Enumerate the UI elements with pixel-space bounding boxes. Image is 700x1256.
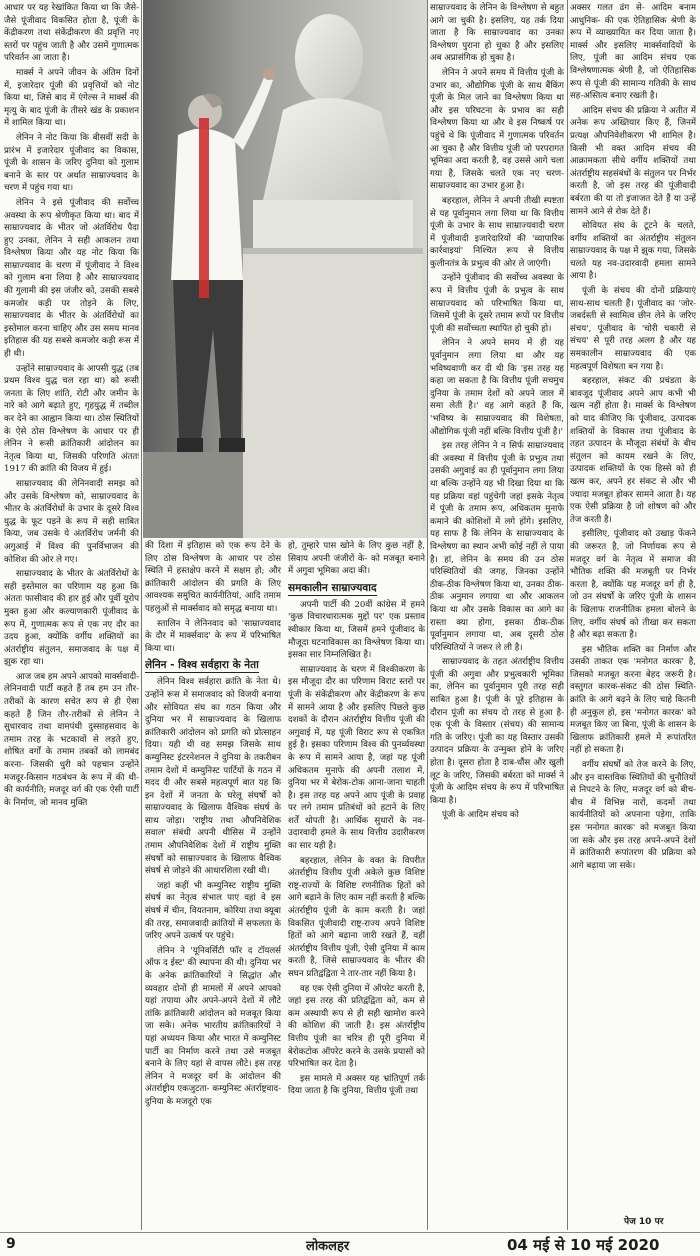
article-column-3 [288,540,425,1230]
paragraph: आज जब हम अपने आपको मार्क्सवादी-लेनिनवादी पार्टी कहते हैं तब हम उन तौर-तरीकों के कारण सचेत रूप से ही ऐसा कहते हैं जिन तौर-तरीकों से लेनिन ने सुधारवाद तथा वामपंथी दुस्साहसवाद के तमाम तरह के भटकावों से लड़ते हुए, शोषित वर्गों के तमाम तबकों को लामबंद करना- जिसकी धुरी को पहचान उन्होंने मजदूर-किसान गठबंधन के रूप में की थी- की कार्यनीति; मजदूर वर्ग की एक ऐसी पार्टी के निर्माण, जो मानव मुक्ति [4,671,139,808]
paragraph: स्तालिन ने लेनिनवाद को 'साम्राज्यवाद के दौर में मार्क्सवाद' के रूप में परिभाषित किया था। [145,618,281,654]
section-heading [145,659,281,673]
paragraph: हो, तुम्हारे पास खोने के लिए कुछ नहीं है, सिवाय अपनी जंजीरों के- को मजबूत बनाने में अगुवा भूमिका अदा की। [288,541,425,577]
column-divider [427,0,428,1230]
paragraph: इसीलिए, पूंजीवाद को उखाड़ फेंकने की जरूरत है, जो निर्णायक रूप से मजदूर वर्ग के नेतृत्व में समाज की भौतिक शक्ति की मजबूती पर निर्भर करता है, क्योंकि यह मजदूर वर्ग ही है, जो उन संघर्षों के जरिए पूंजी के शासन के खिलाफ राजनीतिक हमला बोलने के लिए, वर्गीय संघर्ष को तीखा कर सकता है और बढ़ा सकता है। [570,529,696,641]
article-column-1 [4,2,139,1230]
photo-lenin-bust [143,0,428,538]
paragraph: उन्होंने साम्राज्यवाद के आपसी युद्ध (तब प्रथम विश्व युद्ध चल रहा था) को रूसी जनता के लिए शांति, रोटी और जमीन के नारे को आगे बढ़ाते हुए, गृहयुद्ध में तब्दील कर देने का आह्वान किया था। ठोस स्थितियों के ऐसे ठोस विश्लेषण के आधार पर ही लेनिन ने रूसी क्रांतिकारी आंदोलन का नेतृत्व किया था, जिसकी परिणति अंततः 1917 की क्रांति की विजय में हुई। [4,363,139,475]
column-divider [567,0,568,1230]
article-column-4 [430,2,564,1230]
paragraph: पूंजी के संचय की दोनों प्रक्रियाएं साथ-साथ चलती हैं। पूंजीवाद का 'जोर-जबर्दस्ती से स्वामित्व छीन लेने के जरिए संचय', पूंजीवाद के 'चोरी चकारी से संचय' से पूरी तरह अलग है और यह समकालीन साम्राज्यवाद की एक महत्वपूर्ण विशेषता बन गया है। [570,286,696,372]
newspaper-name: लोकलहर [306,1239,350,1254]
article-column-2 [145,540,281,1230]
paragraph: साम्राज्यवाद के चरण में विश्कीकरण के इस मौजूदा दौर का परिणाम विराट स्तरों पर पूंजी के संकेंद्रीकरण और केंद्रीकरण के रूप में सामने आया है और इसलिए पिछले कुछ दशकों के दौरान अंतर्राष्ट्रीय वित्तीय पूंजी की अगुवाई में, यह पूंजी विराट रूप से एकत्रित हुई है। इसका परिणाम विश्व की पुनर्व्यवस्था के रूप में सामने आया है, जहां यह पूंजी अधिकतम मुनाफे की अपनी तलाश में, दुनिया भर में बेरोक-टोक आना-जाना चाहती है। इस तरह यह अपने आप पूंजी के प्रवाह पर लगे तमाम प्रतिबंधों को हटाने के लिए शर्तें थोपती है। आर्थिक सुधारों के नव-उदारवादी हमले के साथ वित्तीय उदारीकरण का सार यही है। [288,664,425,852]
paragraph: अक्सर गलत ढंग से- आदिम बनाम आधुनिक- की एक ऐतिहासिक श्रेणी के रूप में व्याख्यायित कर दिया जाता है। मार्क्स और इसलिए मार्क्सवादियों के लिए, पूंजी का आदिम संचय एक विश्लेषणात्मक श्रेणी है, जो ऐतिहासिक रूप से पूंजी की सामान्य गतिकी के साथ सह-अस्तित्व बनाए रखती है। [570,3,696,102]
paragraph: लेनिन ने अपने समय में वित्तीय पूंजी के उभार का, औद्योगिक पूंजी के साथ बैंकिंग पूंजी के मिल जाने का विश्लेषण किया था और इस परिघटना के प्रभाव का सही विश्लेषण किया था और वे इस निष्कर्ष पर पहुंचे थे कि पूंजीवाद में गुणात्मक परिवर्तन आ चुका है और वित्तीय पूंजी जो परपरागत भूमिका अदा करती है, वह उससे आगे चला गया है, जिसके चलते एक नए चरण-साम्राज्यवाद का उभार हुआ है। [430,67,564,192]
page-footer [0,1232,700,1256]
paragraph: साम्राज्यवाद के लेनिन के विश्लेषण से बहुत आगे जा चुकी है। इसलिए, यह तर्क दिया जाता है कि साम्राज्यवाद का उनका विश्लेषण पुराना हो चुका है और इसलिए अब अप्रासंगिक हो चुका है। [430,3,564,64]
paragraph: साम्राज्यवाद की लेनिनवादी समझ को और उसके विश्लेषण को, साम्राज्यवाद के भीतर के अंतर्विरोधों के उभार के दूसरे विश्व युद्ध के फूट पड़ने के रूप में सही साबित किया, जब उसके ये अंतर्विरोध जर्मनी की अगुआई में विश्व की पुनर्विभाजन की कोशिश की ओर ले गए। [4,478,139,565]
paragraph: जहां कहीं भी कम्युनिस्ट राष्ट्रीय मुक्ति संघर्ष का नेतृत्व संभाल पाए वहां वे इस संघर्ष में चीन, वियतनाम, कोरिया तथा क्यूबा की तरह, समाजवादी क्रांतियों में सफलता के जरिए अपने उत्कर्ष पर पहुंचे। [145,880,281,942]
paragraph: आदिम संचय की प्रक्रिया ने अतीत में अनेक रूप अख्तियार किए हैं, जिनमें प्रत्यक्ष औपनिवेशीकरण भी शामिल है। किसी भी वक्त आदिम संचय की आक्रामकता सीधे वर्गीय शक्तियों तथा अंतर्राष्ट्रीय सहसंबंधों के संतुलन पर निर्भर करती है, जो इस तरह की पूंजीवादी बर्बरता की या तो इजाजत देते हैं या उन्हें सामने आने से रोक देते हैं। [570,105,696,217]
paragraph: पूंजी के आदिम संचय को [442,810,519,821]
page-number: 9 [6,1236,16,1252]
paragraph: बहरहाल, लेनिन के वक्त के विपरीत अंतर्राष्ट्रीय वित्तीय पूंजी अकेले कुछ विशिष्ट राष्ट्र-राज्यों के विशिष्ट रणनीतिक हितों को आगे बढ़ाने के लिए काम नहीं करती है बल्कि अंतर्राष्ट्रीय पूंजी के काम करती है। जहां विकसित पूंजीवादी राष्ट्र-राज्य अपने विशिष्ट हितों को आगे बढ़ाना जारी रखते हैं, वहीं अंतर्राष्ट्रीय वित्तीय पूंजी, ऐसी दुनिया में काम करती है, जिसे साम्राज्यवाद के भीतर की सघन प्रतिद्वंद्विता ने तार-तार नहीं किया है। [288,855,425,979]
article-column-5 [570,2,696,1212]
paragraph: वर्गीय संघर्षों को तेज करने के लिए, और इन वास्तविक स्थितियों की चुनौतियों से निपटने के लिए, मजदूर वर्ग को बीच-बीच में विभिन्न नारों, कदमों तथा कार्यनीतियों को अपनाना पड़ेगा, ताकि इस 'मनोगत कारक' को मजबूत किया जा सके और इस तरह अपने-अपने देशों में क्रांतिकारी रूपांतरण की प्रक्रिया को आगे बढ़ाया जा सके। [570,760,696,871]
paragraph: आधार पर यह रेखांकित किया था कि जैसे-जैसे पूंजीवाद विकसित होता है, पूंजी के केंद्रीकरण तथा संकेंद्रीकरण की प्रवृत्ति नए स्तरों पर पहुंच जाती है और उसमें गुणात्मक परिवर्तन आ जाता है। [4,3,139,64]
paragraph: की दिशा में इतिहास को एक रूप देने के लिए ठोस विश्लेषण के आधार पर ठोस स्थिति में हस्तक्षेप करने में सक्षम हो; और क्रांतिकारी आंदोलन की प्रगति के लिए आवश्यक समुचित कार्यनीतियां, आदि तमाम पहलुओं से मार्क्सवाद को समृद्ध बनाया था। [145,541,281,614]
section-heading [288,582,425,596]
paragraph: लेनिन ने इसे पूंजीवाद की सर्वोच्च अवस्था के रूप श्रेणीकृत किया था। बाद में साम्राज्यवाद के भीतर जो अंतर्विरोध पैदा हुए उनका, लेनिन ने सही आकलन तथा विश्लेषण किया और यह नोट किया कि साम्राज्यवाद के चरण में पूंजीवाद ने विश्व को गुलाम बना लिया है और साम्राज्यवाद की गुलामी की इस जंजीर को, उसकी सबसे कमजोर कड़ी पर तोड़ने के लिए, साम्राज्यवाद के भीतर के अंतर्विरोधों का इस्तेमाल करना चाहिए और उस समय मानव इतिहास की यह सबसे कमजोर कड़ी रूस में ही थी। [4,197,139,360]
paragraph: इस मामले में अक्सर यह भ्रांतिपूर्ण तर्क दिया जाता है कि दुनिया, वित्तीय पूंजी तथा [288,1073,425,1097]
paragraph: अपनी पार्टी की 20वीं कांग्रेस में हमने 'कुछ विचारधारात्मक मुद्दों पर' एक प्रस्ताव स्वीकार किया था, जिसमें हमने पूंजीवाद के मौजूदा घटनाविकास का विश्लेषण किया था। इसका सार निम्नलिखित है। [288,599,425,661]
paragraph: वह एक ऐसी दुनिया में ऑपरेट करती है, जहां इस तरह की प्रतिद्वंद्विता को, कम से कम अस्थायी रूप से ही सही खामोश करने की कोशिश की जाती है। इस अंतर्राष्ट्रीय वित्तीय पूंजी का चरित्र ही पूरी दुनिया में बेरोकटोक ऑपरेट करने के उसके प्रयासों को परिभाषित कर देता है। [288,983,425,1070]
section-heading-text: समकालीन साम्राज्यवाद [288,581,377,594]
paragraph: सोवियत संघ के टूटने के चलते, वर्गीय शक्तियों का अंतर्राष्ट्रीय संतुलन साम्राज्यवाद के पक्ष में झुक गया, जिसके चलते यह नव-उदारवादी हमला सामने आया है। [570,221,696,282]
section-heading-text: लेनिन - विश्व सर्वहारा के नेता [145,659,259,672]
paragraph: लेनिन ने 'यूनिवर्सिटी फॉर द टॉयलर्स ऑफ द ईस्ट' की स्थापना की थी। दुनिया भर के अनेक क्रांतिकारियों ने सिद्धांत और व्यवहार दोनों ही मामलों में अपने आपको यहां तपाया और अपने-अपने देशों में लौटे तांकि क्रांतिकारी आंदोलन को मजबूत किया जा सके। अनेक भारतीय क्रांतिकारियों ने यहां अध्ययन किया और भारत में कम्युनिस्ट पार्टी का निर्माण करने तथा उसे मजबूत बनाने के लिए यहां से वापस लौटे। इस तरह लेनिन ने मजदूर वर्ग के आंदोलन की अंतर्राष्ट्रीय एकजुटता- कम्युनिस्ट अंतर्राष्ट्रवाद- दुनिया के मजदूरो एक [145,945,281,1107]
paragraph: बहरहाल, लेनिन ने अपनी तीखी स्पष्टता से यह पूर्वानुमान लगा लिया था कि वित्तीय पूंजी के उभार के साथ साम्राज्यवादी चरण में पूंजीवादी इजारेदारियों की 'व्यापारिक कार्रवाइयां' निश्चित रूप से वित्तीय कुलीनतंत्र के प्रभुत्व की ओर ले जाएंगी। [430,195,564,269]
continued-on-page: पेज 10 पर [624,1217,664,1227]
paragraph: मार्क्स ने अपने जीवन के अंतिम दिनों में, इजारेदार पूंजी की प्रवृत्तियों को नोट किया था, जिसे बाद में एंगेल्स ने मार्क्स की मृत्यु के बाद पूंजी के तीसरे खंड के प्रकाशन में शामिल किया था। [4,67,139,129]
paragraph: लेनिन विश्व सर्वहारा क्रांति के नेता थे। उन्होंने रूस में समाजवाद को विजयी बनाया और सोवियत संघ का गठन किया और दुनिया भर में साम्राज्यवाद के खिलाफ क्रांतिकारी आंदोलन को प्रगति को प्रोत्साहन दिया। यही थी वह समझ जिसके साथ कम्युनिस्ट इंटरनेशनल ने दुनिया के तकरीबन तमाम देशों में कम्युनिस्ट पार्टियों के गठन में मदद दी और सबसे महत्वपूर्ण बात यह कि इन देशों में जनता के घरेलू संघर्षों को साम्राज्यवाद के खिलाफ वैश्विक संघर्ष के साथ जोड़ा। 'राष्ट्रीय तथा औपनिवेशिक सवाल' संबंधी अपनी थीसिस में उन्होंने तमाम औपनिवेशिक देशों में राष्ट्रीय मुक्ति संघर्षों को साम्राज्यवाद के खिलाफ वैश्विक संघर्ष से जोड़ने की आधारशिला रखी थी। [145,677,281,877]
paragraph: इस तरह लेनिन ने न सिर्फ साम्राज्यवाद की अवस्था में वित्तीय पूंजी के प्रभुत्व तथा उसकी अगुवाई का ही पूर्वानुमान लगा लिया था बल्कि उन्होंने यह भी दिखा दिया था कि यह प्रक्रिया वहां पहुंचेगी जहां इसके नेतृत्व में पूंजी के तमाम रूप, अधिकतम मुनाफे कमाने की कोशिशों में लगे होंगे। इसलिए, यह साफ है कि लेनिन के साम्राज्यवाद के विश्लेषण का स्थान अभी कोई नहीं ले पाया है। हां, लेनिन के समय की उन ठोस परिस्थितियों की जगह, जिनका उन्होंने ठीक-ठीक विश्लेषण किया था, उनका ठीक-ठीक अनुमान लगाया था और आकलन किया था और उसके विकास का आगे का रास्ता क्या होगा, इसका ठीक-ठीक पूर्वानुमान लगाया था, अब दूसरी ठोस परिस्थितियों ने जरूर ले ली है। [430,441,564,653]
paragraph: साम्राज्यवाद के तहत अंतर्राष्ट्रीय वित्तीय पूंजी की अगुवा और प्रभुत्वकारी भूमिका का, लेनिन का पूर्वानुमान पूरी तरह सही साबित हुआ है। पूंजी के पूरे इतिहास के दौरान पूंजी का संचय दो तरह से हुआ है- एक पूंजी के विस्तार (संचय) की सामान्य गति के जरिए। पूंजी का यह विस्तार उसकी उत्पादन प्रक्रिया के उन्मुक्त होने के जरिए होता है। दूसरा होता है दाब-धौंस और खुली लूट के जरिए, जिसकी बर्बरता को मार्क्स ने पूंजी के आदिम संचय के रूप में परिभाषित किया है। [430,657,564,806]
paragraph: लेनिन ने अपने समय में ही यह पूर्वानुमान लगा लिया था और यह भविष्यवाणी कर दी थी कि 'इस तरह यह कहा जा सकता है कि वित्तीय पूंजी सचमुच दुनिया के तमाम देशों को अपने जाल में समा लेती है।' वह आगे कहते हैं कि, 'भविष्य के साम्राज्यवाद की विशेषता, औद्योगिक पूंजी नहीं बल्कि वित्तीय पूंजी है।' [430,338,564,437]
issue-date: 04 मई से 10 मई 2020 [507,1236,660,1254]
paragraph: बहरहाल, संकट की प्रचंडता के बावजूद पूंजीवाद अपने आप कभी भी खत्म नहीं होता है। मार्क्स के विश्लेषण को याद कीजिए कि पूंजीवाद, उत्पादक शक्तियों के विकास तथा पूंजीवाद के तहत उत्पादन के मौजूदा संबंधों के बीच संतुलन को कायम रखने के लिए, उत्पादक शक्तियों के एक हिस्से को ही खत्म कर, अपने हर संकट से और भी ज्यादा मजबूत होकर सामने आता है। यह एक ऐसी प्रक्रिया है जो शोषण को और तेज करती है। [570,376,696,525]
paragraph: लेनिन ने नोट किया कि बीसवीं सदी के प्रारंभ में इजारेदार पूंजीवाद का विकास, पूंजी के शासन के जरिए दुनिया को गुलाम बनाने के स्तर पर अर्थात साम्राज्यवाद के चरण में पहुंच गया था। [4,132,139,194]
paragraph: साम्राज्यवाद के भीतर के अंतर्विरोधों के सही इस्तेमाल का परिणाम यह हुआ कि अंततः फासीवाद की हार हुई और पूर्वी यूरोप मुक्त हुआ और कल्याणकारी पूंजीवाद के रूप में, गुणात्मक रूप से एक नए दौर का उदय हुआ, क्योंकि वर्गीय शक्तियों का अंतर्राष्ट्रीय संतुलन, समाजवाद के पक्ष में झुक रहा था। [4,569,139,668]
paragraph: इस भौतिक शक्ति का निर्माण और उसकी ताकत एक 'मनोगत कारक' है, जिसको मजबूत करना बेहद जरूरी है। वस्तुगत कारक-संकट की ठोस स्थिति- क्रांति के आगे बढ़ने के लिए चाहे कितनी ही अनुकूल हो, इस 'मनोगत कारक' को मजबूत किए जा बिना, पूंजी के शासन के खिलाफ क्रांतिकारी हमले में रूपांतरित नहीं हो सकता है। [570,644,696,756]
column-divider [141,0,142,1230]
paragraph: उन्होंने पूंजीवाद की सर्वोच्च अवस्था के रूप में वित्तीय पूंजी के प्रभुत्व के साथ साम्राज्यवाद को परिभाषित किया था, जिसमें पूंजी के दूसरे तमाम रूपों पर वित्तीय पूंजी की सर्वोच्चता स्थापित हो चुकी हो। [430,273,564,334]
